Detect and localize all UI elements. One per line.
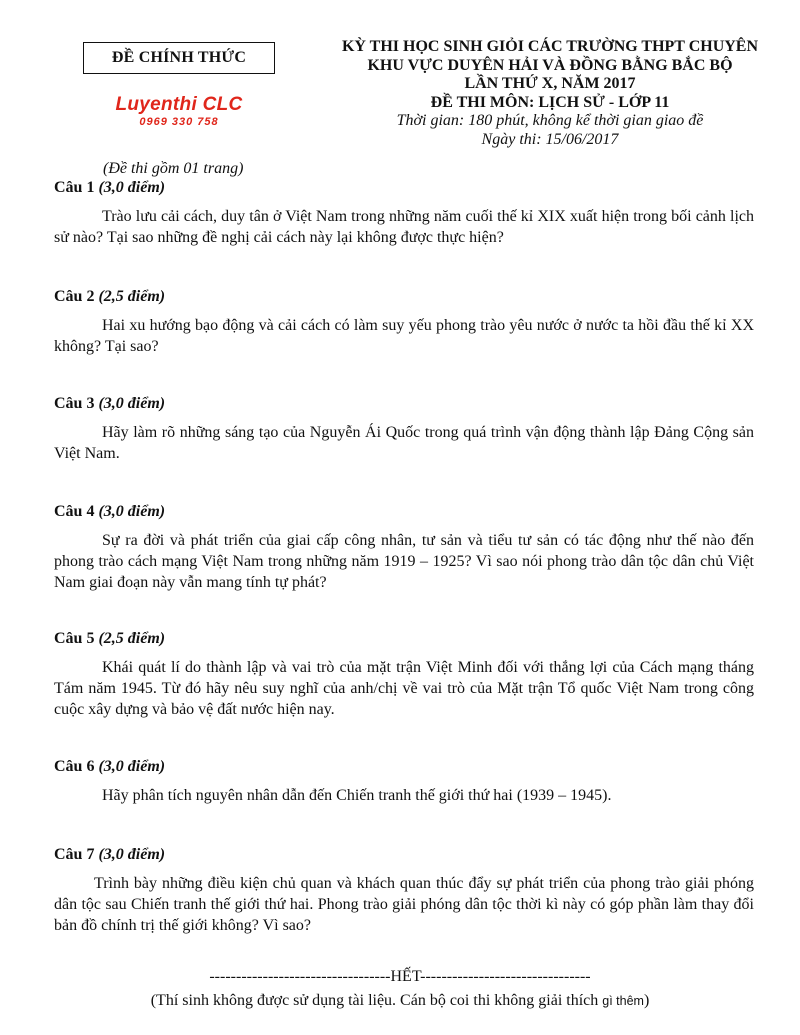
question-2 — [54, 287, 754, 357]
question-label: Câu 4 — [54, 503, 95, 520]
exam-subject: ĐỀ THI MÔN: LỊCH SỬ - LỚP 11 — [430, 93, 670, 111]
question-5 — [54, 629, 754, 720]
exam-title-line-2: KHU VỰC DUYÊN HẢI VÀ ĐỒNG BẰNG BẮC BỘ — [367, 56, 733, 74]
question-7 — [54, 845, 754, 936]
question-points: (3,0 điểm) — [98, 395, 166, 412]
question-heading — [54, 178, 754, 198]
question-6 — [54, 757, 754, 806]
question-points: (3,0 điểm) — [98, 179, 166, 196]
logo-phone: 0969 330 758 — [139, 116, 219, 128]
end-line: ----------------------------------HẾT-------------------------------- — [209, 968, 591, 985]
footer-note — [0, 992, 800, 1010]
question-text: Sự ra đời và phát triển của giai cấp công nhân, tư sản và tiểu tư sản có tác động như thế nào đến phong trào cách mạng Việt Nam trong những năm 1919 – 1925? Vì sao nói phong trào dân tộc dân chủ Việt Nam giai đoạn này vẫn mang tính tự phát? — [54, 532, 754, 591]
question-points: (2,5 điểm) — [98, 630, 166, 647]
question-heading — [54, 629, 754, 649]
question-heading — [54, 845, 754, 865]
question-heading — [54, 502, 754, 522]
footer-note-main: (Thí sinh không được sử dụng tài liệu. Cán bộ coi thi không giải thích — [150, 992, 603, 1009]
question-points: (3,0 điểm) — [98, 846, 166, 863]
question-4 — [54, 502, 754, 593]
question-heading — [54, 287, 754, 307]
exam-header — [300, 38, 800, 149]
question-text: Trình bày những điều kiện chủ quan và khách quan thúc đẩy sự phát triển của phong trào giải phóng dân tộc sau Chiến tranh thế giới thứ hai. Phong trào giải phóng dân tộc thời kì này có góp phần làm thay đổi bản đồ chính trị thế giới không? Vì sao? — [54, 875, 754, 934]
question-label: Câu 1 — [54, 179, 95, 196]
question-label: Câu 3 — [54, 395, 95, 412]
luyenthi-logo — [104, 95, 254, 129]
exam-title-line-3: LẦN THỨ X, NĂM 2017 — [464, 75, 636, 92]
exam-date: Ngày thi: 15/06/2017 — [481, 130, 619, 148]
pages-note: (Đề thi gồm 01 trang) — [103, 160, 244, 177]
footer-note-small: gì thêm — [602, 994, 644, 1008]
exam-title-line-1: KỲ THI HỌC SINH GIỎI CÁC TRƯỜNG THPT CHUYÊN — [341, 38, 759, 55]
question-3 — [54, 394, 754, 464]
question-label: Câu 6 — [54, 758, 95, 775]
question-text: Trào lưu cải cách, duy tân ở Việt Nam trong những năm cuối thế kỉ XIX xuất hiện trong bối cảnh lịch sử nào? Tại sao những đề nghị cải cách này lại không được thực hiện? — [54, 208, 754, 246]
exam-time: Thời gian: 180 phút, không kể thời gian giao đề — [396, 112, 704, 129]
question-label: Câu 7 — [54, 846, 95, 863]
question-heading — [54, 394, 754, 414]
logo-name: Luyenthi CLC — [115, 94, 243, 115]
question-text: Hai xu hướng bạo động và cải cách có làm suy yếu phong trào yêu nước ở nước ta hồi đầu thế kỉ XX không? Tại sao? — [54, 317, 754, 355]
question-label: Câu 5 — [54, 630, 95, 647]
question-text: Khái quát lí do thành lập và vai trò của mặt trận Việt Minh đối với thắng lợi của Cách mạng tháng Tám năm 1945. Từ đó hãy nêu suy nghĩ của anh/chị về vai trò của Mặt trận Tổ quốc Việt Nam trong công cuộc xây dựng và bảo vệ đất nước hiện nay. — [54, 659, 754, 718]
question-heading — [54, 757, 754, 777]
footer-note-close: ) — [643, 992, 650, 1009]
question-points: (3,0 điểm) — [98, 503, 166, 520]
question-1 — [54, 178, 754, 248]
question-text: Hãy phân tích nguyên nhân dẫn đến Chiến tranh thế giới thứ hai (1939 – 1945). — [102, 787, 612, 804]
question-points: (2,5 điểm) — [98, 288, 166, 305]
question-points: (3,0 điểm) — [98, 758, 166, 775]
official-exam-label: ĐỀ CHÍNH THỨC — [83, 42, 275, 74]
question-label: Câu 2 — [54, 288, 95, 305]
question-text: Hãy làm rõ những sáng tạo của Nguyễn Ái Quốc trong quá trình vận động thành lập Đảng Cộng sản Việt Nam. — [54, 424, 754, 462]
